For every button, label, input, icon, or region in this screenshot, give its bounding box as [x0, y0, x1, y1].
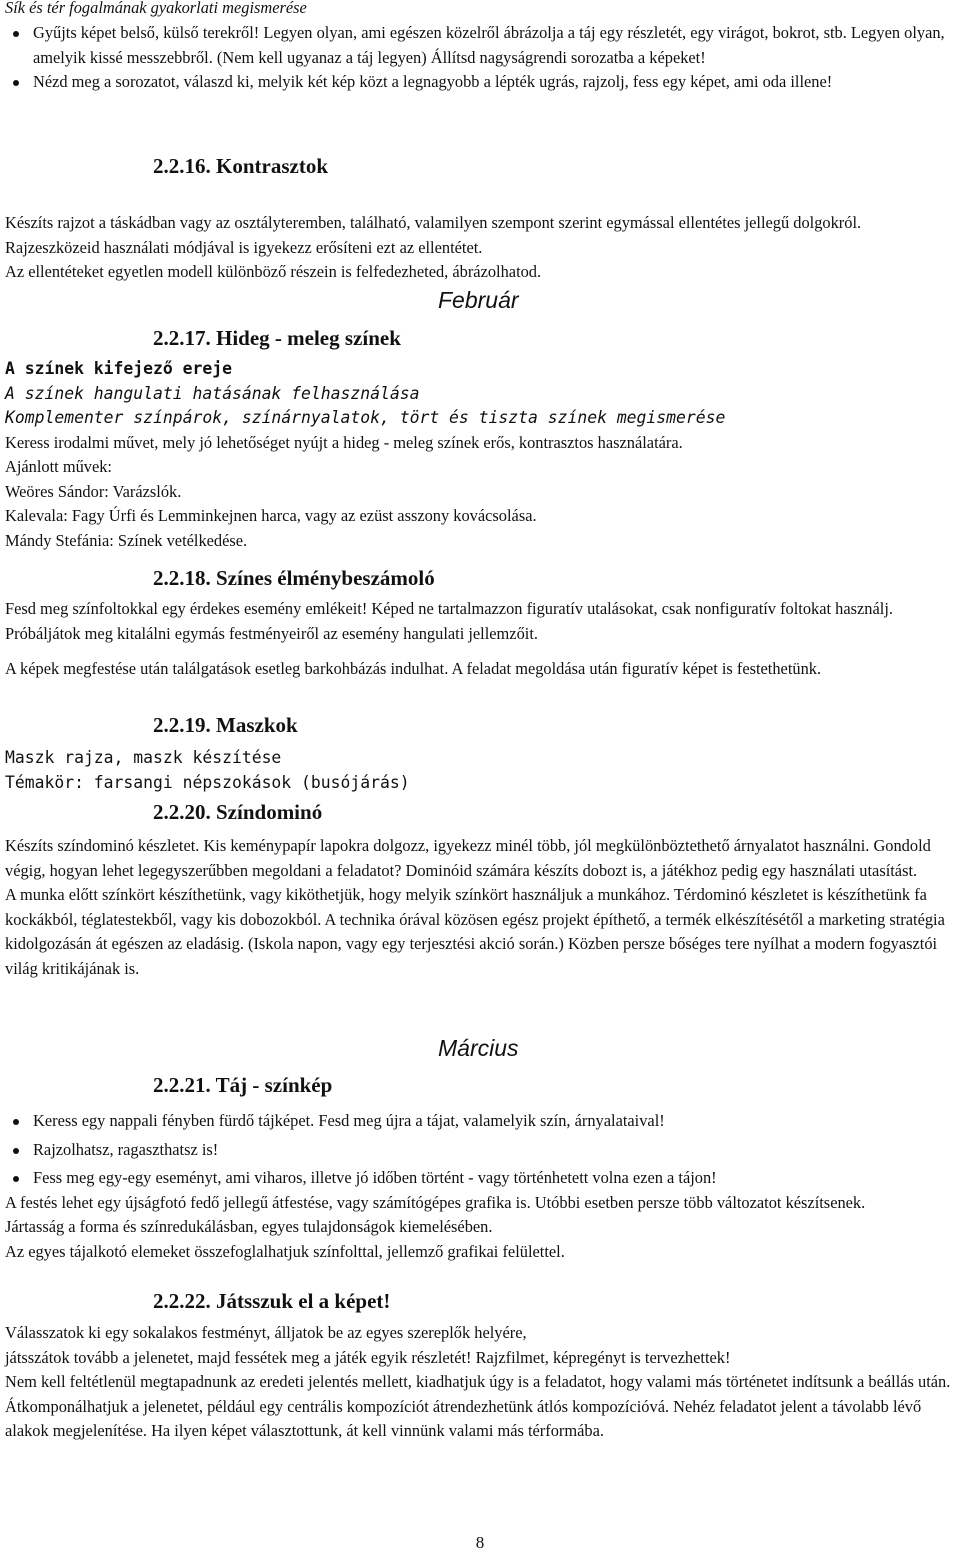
heading-jatsszuk-el	[153, 1288, 390, 1314]
paragraph: A képek megfestése után találgatások esetleg barkohbázás indulhat. A feladat megoldása után figuratív képet is festethetünk.	[5, 659, 822, 678]
list-item: Keress egy nappali fényben fürdő tájképet. Fesd meg újra a tájat, valamelyik szín, árnyalataival!	[5, 1109, 954, 1134]
heading-kontrasztok	[153, 153, 328, 179]
heading-title: Maszkok	[216, 713, 298, 737]
paragraph: A munka előtt színkört készíthetünk, vagy kiköthetjük, hogy melyik színkört használjuk a munkához. Térdominó készletet is készíthetünk fa kockákból, téglatestekből, vagy kis dobozokból. A technika órával közösen egész projekt építhető, a termék elkészítésétől a marketing stratégia kidolgozásán át egészen az eladásig. (Iskola napon, vagy egy terjesztési akció során.) Közben persze bőséges tere nyílhat a modern fogyasztói világ kritikájának is.	[5, 885, 945, 978]
szindomino-text	[5, 834, 954, 981]
subheading: Maszk rajza, maszk készítése	[5, 748, 282, 767]
szines-elmeny-text	[5, 597, 954, 682]
subheading: A színek kifejező ereje	[5, 359, 232, 378]
heading-szindomino	[153, 799, 322, 825]
text-line: Mándy Stefánia: Színek vetélkedése.	[5, 530, 248, 550]
section-title-sik-es-ter: Sík és tér fogalmának gyakorlati megismerése	[5, 0, 307, 17]
heading-number: 2.2.17.	[153, 326, 211, 350]
maszkok-text	[5, 746, 954, 795]
heading-number: 2.2.21.	[153, 1073, 211, 1097]
heading-maszkok	[153, 712, 298, 738]
heading-number: 2.2.22.	[153, 1289, 211, 1313]
paragraph: Készíts rajzot a táskádban vagy az osztályteremben, található, valamilyen szempont szerint egymással ellentétes jellegű dolgokról. Rajzeszközeid használati módjával is igyekezz erősíteni ezt az ellentétet.	[5, 213, 862, 257]
heading-title: Hideg - meleg színek	[216, 326, 401, 350]
heading-title: Táj - színkép	[215, 1073, 333, 1097]
heading-title: Színdominó	[216, 800, 323, 824]
heading-szines-elmenybeszamolo	[153, 565, 435, 591]
heading-title: Játsszuk el a képet!	[216, 1289, 391, 1313]
paragraph: játsszátok tovább a jelenetet, majd fessétek meg a játék egyik részletét! Rajzfilmet, képregényt is tervezhettek!	[5, 1347, 731, 1367]
bullet-list-top	[5, 21, 954, 95]
paragraph: Készíts színdominó készletet. Kis keménypapír lapokra dolgozz, igyekezz minél több, jól megkülönböztethető árnyalatot használni. Gondold végig, hogyan lehet legegyszerűbben megoldani a feladatot? Dominóid számára készíts dobozt is, a játékhoz pedig egy használati utasítást.	[5, 836, 931, 880]
paragraph: Az egyes tájalkotó elemeket összefoglalhatjuk színfolttal, jellemző grafikai felülettel.	[5, 1241, 565, 1261]
subheading: A színek hangulati hatásának felhasználása	[5, 383, 420, 403]
hideg-meleg-text	[5, 357, 954, 553]
paragraph: Fesd meg színfoltokkal egy érdekes esemény emlékeit! Képed ne tartalmazzon figuratív utalásokat, csak nonfiguratív foltokat használj. Próbáljátok meg kitalálni egymás festményeiről az esemény hangulati jellemzőit.	[5, 599, 893, 643]
heading-number: 2.2.18.	[153, 566, 211, 590]
list-item: Fess meg egy-egy eseményt, ami viharos, illetve jó időben történt - vagy történhetett volna ezen a tájon!	[5, 1166, 954, 1191]
list-item: Nézd meg a sorozatot, válaszd ki, melyik két kép közt a legnagyobb a lépték ugrás, rajzolj, fess egy képet, ami oda illene!	[5, 70, 954, 95]
text-line: Keress irodalmi művet, mely jó lehetőséget nyújt a hideg - meleg színek erős, kontrasztos használatára.	[5, 432, 683, 452]
heading-taj-szinkep	[153, 1072, 332, 1098]
list-item: Rajzolhatsz, ragaszthatsz is!	[5, 1138, 954, 1163]
month-heading-marcius: Március	[438, 1035, 519, 1061]
heading-title: Színes élménybeszámoló	[216, 566, 435, 590]
paragraph: Az ellentéteket egyetlen modell különböző részein is felfedezheted, ábrázolhatod.	[5, 262, 542, 281]
text-line: Kalevala: Fagy Úrfi és Lemminkejnen harca, vagy az ezüst asszony kovácsolása.	[5, 506, 537, 525]
heading-number: 2.2.16.	[153, 154, 211, 178]
page-number: 8	[475, 1533, 485, 1552]
jatsszuk-el-text	[5, 1321, 954, 1444]
heading-title: Kontrasztok	[216, 154, 328, 178]
paragraph: Nem kell feltétlenül megtapadnunk az eredeti jelentés mellett, kiadhatjuk úgy is a feladatot, hogy valami más történetet indítsunk a beállás után. Átkomponálhatjuk a jelenetet, például egy centrális kompozíciót átrendezhetünk átlós kompozícióvá. Nehéz feladatot jelent a távolabb lévő alakok megjelenítése. Ha ilyen képet választottunk, át kell vinnünk valami más térformába.	[5, 1372, 951, 1440]
text-line: Ajánlott művek:	[5, 457, 112, 476]
list-item: Gyűjts képet belső, külső terekről! Legyen olyan, ami egészen közelről ábrázolja a táj egy részletét, egy virágot, bokrot, stb. Legyen olyan, amelyik kissé messzebbről. (Nem kell ugyanaz a táj legyen) Állítsd nagyságrendi sorozatba a képeket!	[5, 21, 954, 70]
month-heading-februar: Február	[438, 287, 519, 313]
heading-number: 2.2.19.	[153, 713, 211, 737]
subheading: Komplementer színpárok, színárnyalatok, tört és tiszta színek megismerése	[5, 408, 726, 427]
paragraph: Válasszatok ki egy sokalakos festményt, álljatok be az egyes szereplők helyére,	[5, 1323, 527, 1342]
subheading: Témakör: farsangi népszokások (busójárás)	[5, 772, 410, 792]
heading-number: 2.2.20.	[153, 800, 211, 824]
text-line: Weöres Sándor: Varázslók.	[5, 481, 182, 501]
heading-hideg-meleg	[153, 325, 401, 351]
paragraph: A festés lehet egy újságfotó fedő jellegű átfestése, vagy számítógépes grafika is. Utóbbi esetben persze több változatot készítsenek.	[5, 1192, 866, 1212]
taj-szinkep-bullets	[5, 1109, 954, 1264]
kontrasztok-text	[5, 211, 954, 285]
paragraph: Jártasság a forma és színredukálásban, egyes tulajdonságok kiemelésében.	[5, 1217, 493, 1236]
